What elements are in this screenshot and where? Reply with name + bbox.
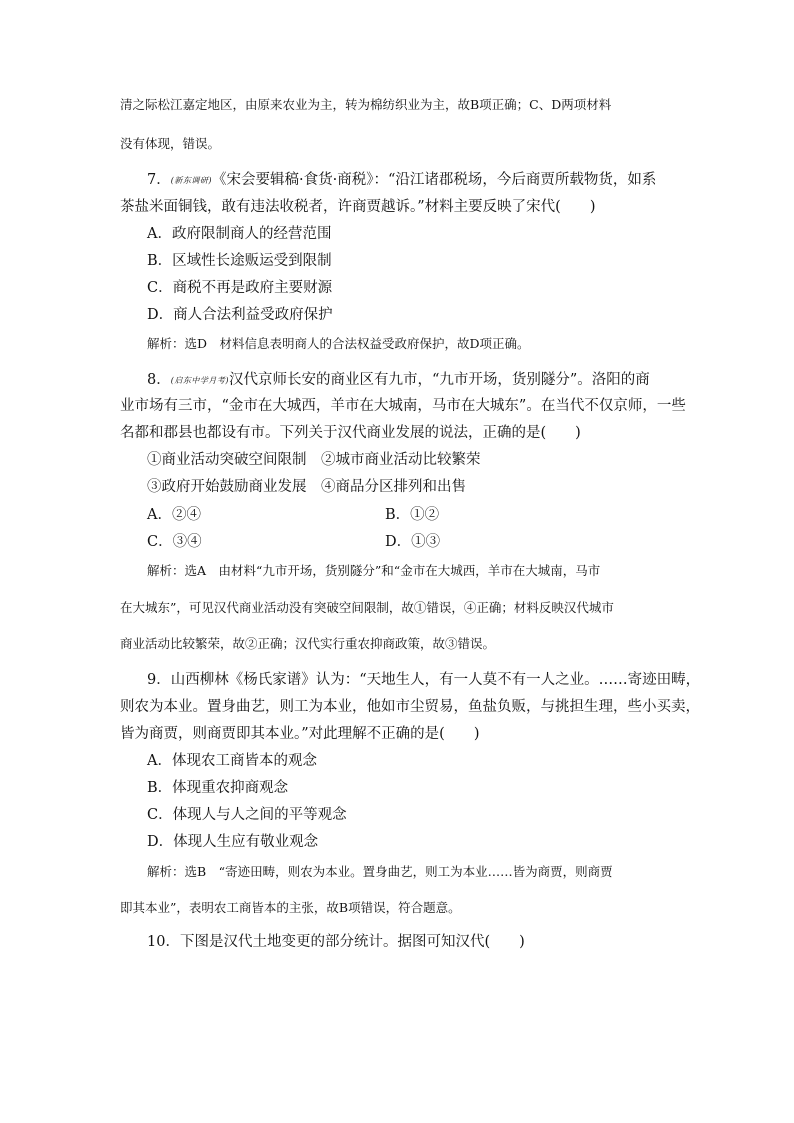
- question-source-tag: (启东中学月考): [170, 376, 229, 385]
- question-9-option-d: D．体现人生应有敬业观念: [147, 834, 319, 850]
- question-9-option-c: C．体现人与人之间的平等观念: [147, 807, 347, 823]
- question-8-answer: 解析：选A 由材料“九市开场，货别隧分”和“金市在大城西，羊市在大城南，马市: [147, 563, 601, 578]
- question-9-stem: 皆为商贾，则商贾即其本业。”对此理解不正确的是( ): [120, 726, 480, 742]
- question-10-stem: 10．下图是汉代土地变更的部分统计。据图可知汉代( ): [147, 934, 525, 950]
- question-8-option-b: B．①②: [385, 507, 440, 523]
- question-7-answer: 解析：选D 材料信息表明商人的合法权益受政府保护，故D项正确。: [147, 336, 530, 351]
- question-7-option-a: A．政府限制商人的经营范围: [147, 226, 332, 242]
- answer-continuation-line: 没有体现，错误。: [120, 136, 221, 151]
- question-8-option-d: D．①③: [385, 534, 441, 550]
- question-8-statement: ①商业活动突破空间限制 ②城市商业活动比较繁荣: [147, 452, 481, 468]
- question-7-option-b: B．区域性长途贩运受到限制: [147, 253, 332, 269]
- question-7-stem: 茶盐米面铜钱，敢有违法收税者，许商贾越诉。”材料主要反映了宋代( ): [120, 199, 596, 215]
- question-8-option-a: A．②④: [147, 507, 201, 523]
- question-9-stem: 9．山西柳林《杨氏家谱》认为：“天地生人，有一人莫不有一人之业。……寄迹田畴，: [147, 672, 701, 688]
- question-8-answer: 在大城东”，可见汉代商业活动没有突破空间限制，故①错误，④正确；材料反映汉代城市: [120, 600, 614, 615]
- question-9-stem: 则农为本业。置身曲艺，则工为本业，他如市尘贸易，鱼盐负贩，与挑担生理，些小买卖，: [120, 699, 700, 715]
- question-8-statement: ③政府开始鼓励商业发展 ④商品分区排列和出售: [147, 479, 466, 495]
- question-9-answer: 即其本业”，表明农工商皆本的主张，故B项错误，符合题意。: [120, 900, 461, 915]
- question-9-answer: 解析：选B “寄迹田畴，则农为本业。置身曲艺，则工为本业……皆为商贾，则商贾: [147, 864, 613, 879]
- question-source-tag: (新东调研): [170, 176, 212, 185]
- answer-continuation-line: 清之际松江嘉定地区，由原来农业为主，转为棉纺织业为主，故B项正确；C、D两项材料: [120, 97, 612, 112]
- question-9-option-a: A．体现农工商皆本的观念: [147, 753, 317, 769]
- question-8-option-c: C．③④: [147, 534, 202, 550]
- question-9-option-b: B．体现重农抑商观念: [147, 780, 289, 796]
- question-7-option-c: C．商税不再是政府主要财源: [147, 280, 333, 296]
- question-8-stem: 8．(启东中学月考)汉代京师长安的商业区有九市，“九市开场，货别隧分”。洛阳的商: [147, 372, 650, 388]
- question-8-stem: 业市场有三市，“金市在大城西，羊市在大城南，马市在大城东”。在当代不仅京师，一些: [120, 398, 686, 414]
- question-7-stem: 7．(新东调研)《宋会要辑稿·食货·商税》：“沿江诸郡税场，今后商贾所载物货，如系: [147, 172, 657, 188]
- question-7-option-d: D．商人合法利益受政府保护: [147, 307, 333, 323]
- question-8-answer: 商业活动比较繁荣，故②正确；汉代实行重农抑商政策，故③错误。: [120, 636, 496, 651]
- question-8-stem: 名都和郡县也都设有市。下列关于汉代商业发展的说法，正确的是( ): [120, 425, 581, 441]
